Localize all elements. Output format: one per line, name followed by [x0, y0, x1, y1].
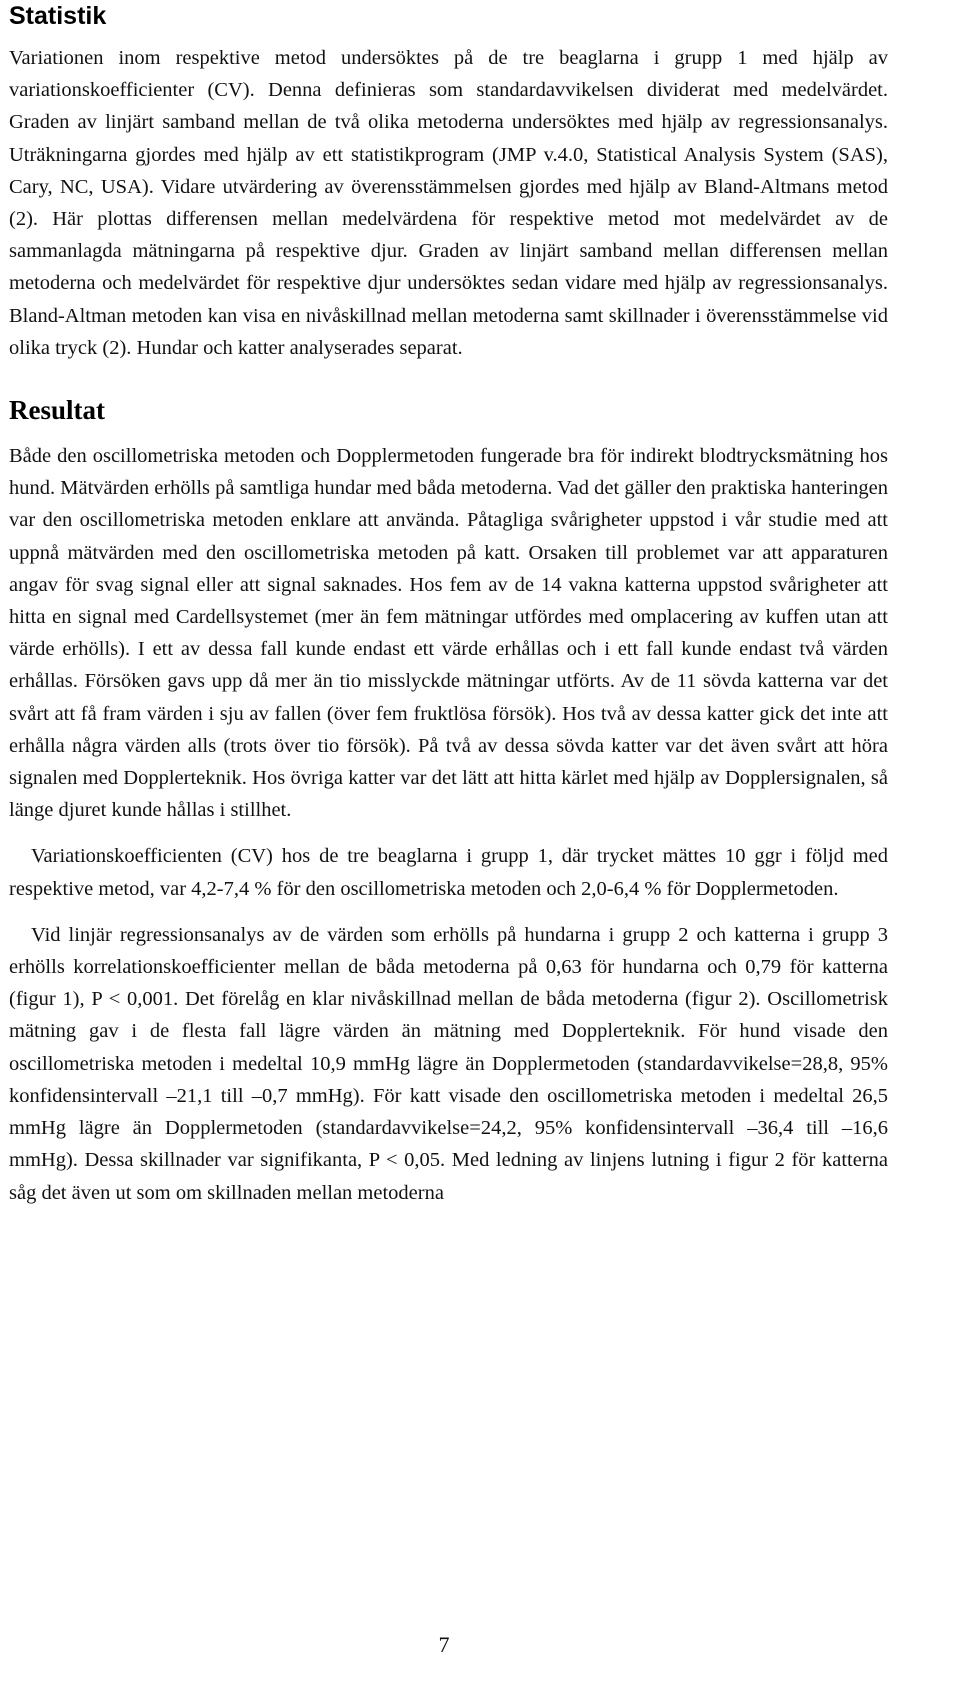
page-number: 7 [438, 1632, 450, 1657]
statistik-paragraph: Variationen inom respektive metod undersöktes på de tre beaglarna i grupp 1 med hjälp av variationskoefficienter (CV). Denna definieras som standardavvikelsen dividerat med medelvärdet. Graden av linjärt samband mellan de två olika metoderna undersöktes med hjälp av regressionsanalys. Uträkningarna gjordes med hjälp av ett statistikprogram (JMP v.4.0, Statistical Analysis System (SAS), Cary, NC, USA). Vidare utvärdering av överensstämmelsen gjordes med hjälp av Bland-Altmans metod (2). Här plottas differensen mellan medelvärdena för respektive metod mot medelvärdet av de sammanlagda mätningarna på respektive djur. Graden av linjärt samband mellan differensen mellan metoderna och medelvärdet för respektive djur undersöktes sedan vidare med hjälp av regressionsanalys. Bland-Altman metoden kan visa en nivåskillnad mellan metoderna samt skillnader i överensstämmelse vid olika tryck (2). Hundar och katter analyserades separat. [9, 47, 888, 359]
section-heading-statistik: Statistik [9, 2, 107, 30]
section-heading-resultat: Resultat [9, 395, 105, 426]
resultat-paragraph-1: Både den oscillometriska metoden och Dopplermetoden fungerade bra för indirekt blodtrycksmätning hos hund. Mätvärden erhölls på samtliga hundar med båda metoderna. Vad det gäller den praktiska hanteringen var den oscillometriska metoden enklare att använda. Påtagliga svårigheter uppstod i vår studie med att uppnå mätvärden med den oscillometriska metoden på katt. Orsaken till problemet var att apparaturen angav för svag signal eller att signal saknades. Hos fem av de 14 vakna katterna uppstod svårigheter att hitta en signal med Cardellsystemet (mer än fem mätningar utfördes med omplacering av kuffen utan att värde erhölls). I ett av dessa fall kunde endast ett värde erhållas och i ett fall kunde endast två värden erhållas. Försöken gavs upp då mer än tio misslyckde mätningar utförts. Av de 11 sövda katterna var det svårt att få fram värden i sju av fallen (över fem fruktlösa försök). Hos två av dessa katter gick det inte att erhålla några värden alls (trots över tio försök). På två av dessa sövda katter var det även svårt att höra signalen med Dopplerteknik. Hos övriga katter var det lätt att hitta kärlet med hjälp av Dopplersignalen, så länge djuret kunde hållas i stillhet. [9, 445, 888, 822]
resultat-paragraph-3: Vid linjär regressionsanalys av de värden som erhölls på hundarna i grupp 2 och katterna i grupp 3 erhölls korrelationskoefficienter mellan de båda metoderna på 0,63 för hundarna och 0,79 för katterna (figur 1), P < 0,001. Det förelåg en klar nivåskillnad mellan de båda metoderna (figur 2). Oscillometrisk mätning gav i de flesta fall lägre värden än mätning med Dopplerteknik. För hund visade den oscillometriska metoden i medeltal 10,9 mmHg lägre än Dopplermetoden (standardavvikelse=28,8, 95% konfidensintervall –21,1 till –0,7 mmHg). För katt visade den oscillometriska metoden i medeltal 26,5 mmHg lägre än Dopplermetoden (standardavvikelse=24,2, 95% konfidensintervall –36,4 till –16,6 mmHg). Dessa skillnader var signifikanta, P < 0,05. Med ledning av linjens lutning i figur 2 för katterna såg det även ut som om skillnaden mellan metoderna [9, 923, 888, 1204]
resultat-paragraph-2: Variationskoefficienten (CV) hos de tre beaglarna i grupp 1, där trycket mättes 10 ggr i följd med respektive metod, var 4,2-7,4 % för den oscillometriska metoden och 2,0-6,4 % för Dopplermetoden. [9, 845, 888, 900]
